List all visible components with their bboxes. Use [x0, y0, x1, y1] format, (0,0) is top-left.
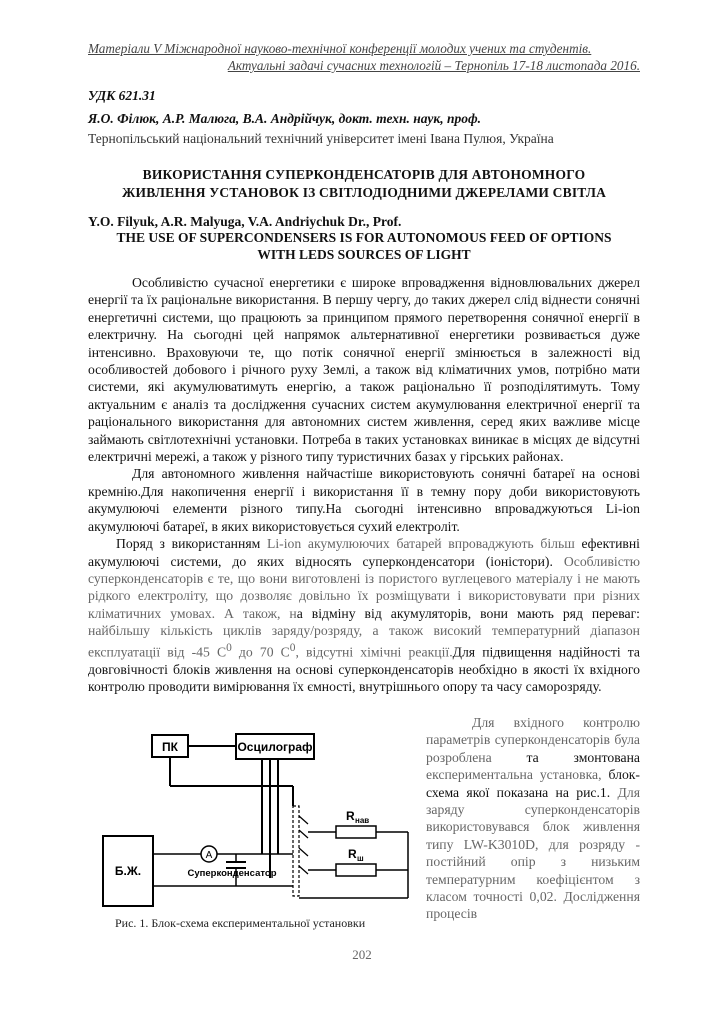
- p3-sup-0: 0: [226, 641, 232, 654]
- supercap-label: Суперконденсатор: [187, 868, 277, 879]
- title-ukrainian-line-2: ЖИВЛЕННЯ УСТАНОВОК ІЗ СВІТЛОДІОДНИМИ ДЖЕРЕЛАМИ СВІТЛА: [121, 185, 607, 200]
- right-column-text: [426, 714, 640, 923]
- title-ukrainian-line-1: ВИКОРИСТАННЯ СУПЕРКОНДЕНСАТОРІВ ДЛЯ АВТОНОМНОГО: [142, 167, 586, 182]
- header-line-2: Актуальні задачі сучасних технологій – Тернопіль 17-18 листопада 2016.: [227, 58, 640, 73]
- rc-part-b: та змонтована: [526, 749, 640, 765]
- p3-part-i: Для підвищення надійності та довговічності блоків живлення на основі суперконденсаторів необхідно в якості їх вхідного контролю проводити вимірювання їх ємності, внутрішнього опору та часу саморозряду.: [88, 644, 640, 694]
- rc-part-a: Для вхідного контролю параметрів суперконденсаторів була розроблена: [426, 715, 640, 765]
- right-column-paragraph: [426, 714, 640, 923]
- ammeter-label: A: [205, 850, 213, 861]
- rshunt-sub: ш: [357, 854, 364, 863]
- rshunt-resistor: [336, 864, 376, 876]
- udk-code: УДК 621.31: [88, 88, 156, 103]
- p3-part-d: Особливістю суперконденсаторів є те, що вони виготовлені із пористого вуглецевого матеріалу і не мають рідкого електроліту, що дозволяє довільно їх розміщувати і використовувати при різних кліматичних умовах. А також, н: [88, 553, 640, 621]
- switch-contact-2[interactable]: [299, 830, 308, 838]
- p3-part-c: ефективні акумулюючі системи, до яких відносять суперконденсатори (іоністори).: [88, 536, 640, 569]
- paragraph-1: Особливістю сучасної енергетики є широке впровадження відновлювальних джерел енергії та їх раціональне використання. В першу чергу, до таких джерел слід віднести сонячні енергетичні системи, що працюють за принципом прямого перетворення сонячної енергії в електричну. На сьогодні цей напрямок альтернативної енергетики розвивається дуже інтенсивно. Враховуючи те, що потік сонячної енергії змінюється в залежності від особливостей добового і річного руху Землі, а також від кліматичних умов, потрібно мати системи, які акумулюватимуть енергію, а також раціонально її розподілятимуть. Тому актуальним є аналіз та дослідження сучасних систем акумулювання електричної енергії та раціонального використання для автономних систем живлення, серед яких важливе місце займають світлотехнічні установки. Потреба в таких установках виникає в місцях де відсутні електричні мережі, а також у різного типу туристичних базах у гірських районах.: [88, 275, 640, 465]
- authors-english: Y.O. Filyuk, A.R. Malyuga, V.A. Andriychuk Dr., Prof.: [88, 214, 402, 229]
- running-header: [88, 40, 640, 74]
- switch-contact-3[interactable]: [299, 848, 308, 856]
- rshunt-label: R: [348, 847, 357, 861]
- p3-part-f: найбільшу кількість циклів заряду/розряду, а також високий температурний діапазон експлуатації від -45 С: [88, 623, 640, 660]
- rc-part-e: Для заряду суперконденсаторів використовувався блок живлення типу LW-K3010D, для розряду - постійний опір з низьким температурним коефіцієнтом з класом точності 0,02. Дослідження процесів: [426, 784, 640, 922]
- rload-label: R: [346, 809, 355, 823]
- affiliation: Тернопільський національний технічний університет імені Івана Пулюя, Україна: [88, 131, 554, 146]
- block-diagram: [96, 726, 418, 912]
- figure-caption: Рис. 1. Блок-схема експериментальної установки: [115, 916, 366, 930]
- switch-contact-4[interactable]: [299, 866, 308, 874]
- body-text: [88, 274, 640, 695]
- p3-part-a: Поряд з використанням: [116, 536, 261, 552]
- switch-block[interactable]: [293, 806, 299, 896]
- title-english: [88, 229, 640, 263]
- oscillograph-label: Осцилограф: [237, 740, 313, 754]
- switch-contact-1[interactable]: [299, 816, 308, 824]
- rc-part-d: блок-схема якої показана на рис.1.: [426, 767, 640, 800]
- p3-part-b: Li-ion акумулюючих батарей впроваджують більш: [260, 536, 582, 552]
- title-english-line-1: THE USE OF SUPERCONDENSERS IS FOR AUTONOMOUS FEED OF OPTIONS: [116, 230, 612, 245]
- p3-part-g: до 70 С: [231, 644, 290, 660]
- page-number: 202: [352, 947, 372, 962]
- header-line-1: Матеріали V Міжнародної науково-технічної конференції молодих учених та студентів.: [88, 41, 592, 56]
- power-supply-label: Б.Ж.: [114, 864, 142, 878]
- p3-sup-1: 0: [289, 641, 296, 654]
- title-english-line-2: WITH LEDS SOURCES OF LIGHT: [257, 247, 471, 262]
- rload-resistor: [336, 826, 376, 838]
- pc-label: ПК: [162, 740, 178, 754]
- paragraph-3: [88, 535, 640, 695]
- authors-ukrainian: Я.О. Філюк, А.Р. Малюга, В.А. Андрійчук, докт. техн. наук, проф.: [88, 111, 481, 126]
- title-ukrainian: [88, 166, 640, 202]
- paragraph-2: Для автономного живлення найчастіше використовують сонячні батареї на основі кремнію.Для накопичення енергії і використання її в темну пору доби використовують акумулюючі елементи різного типу.На сьогодні інтенсивно впроваджуються Li-ion акумулюючі батареї, в яких використовується сухий електроліт.: [88, 466, 640, 534]
- rload-sub: нав: [355, 816, 370, 825]
- p3-part-h: , відсутні хімічні реакції.: [295, 644, 453, 660]
- p3-part-e: а відміну від акумуляторів, вони мають ряд переваг:: [296, 605, 640, 621]
- rc-part-c: експериментальна установка,: [426, 767, 609, 783]
